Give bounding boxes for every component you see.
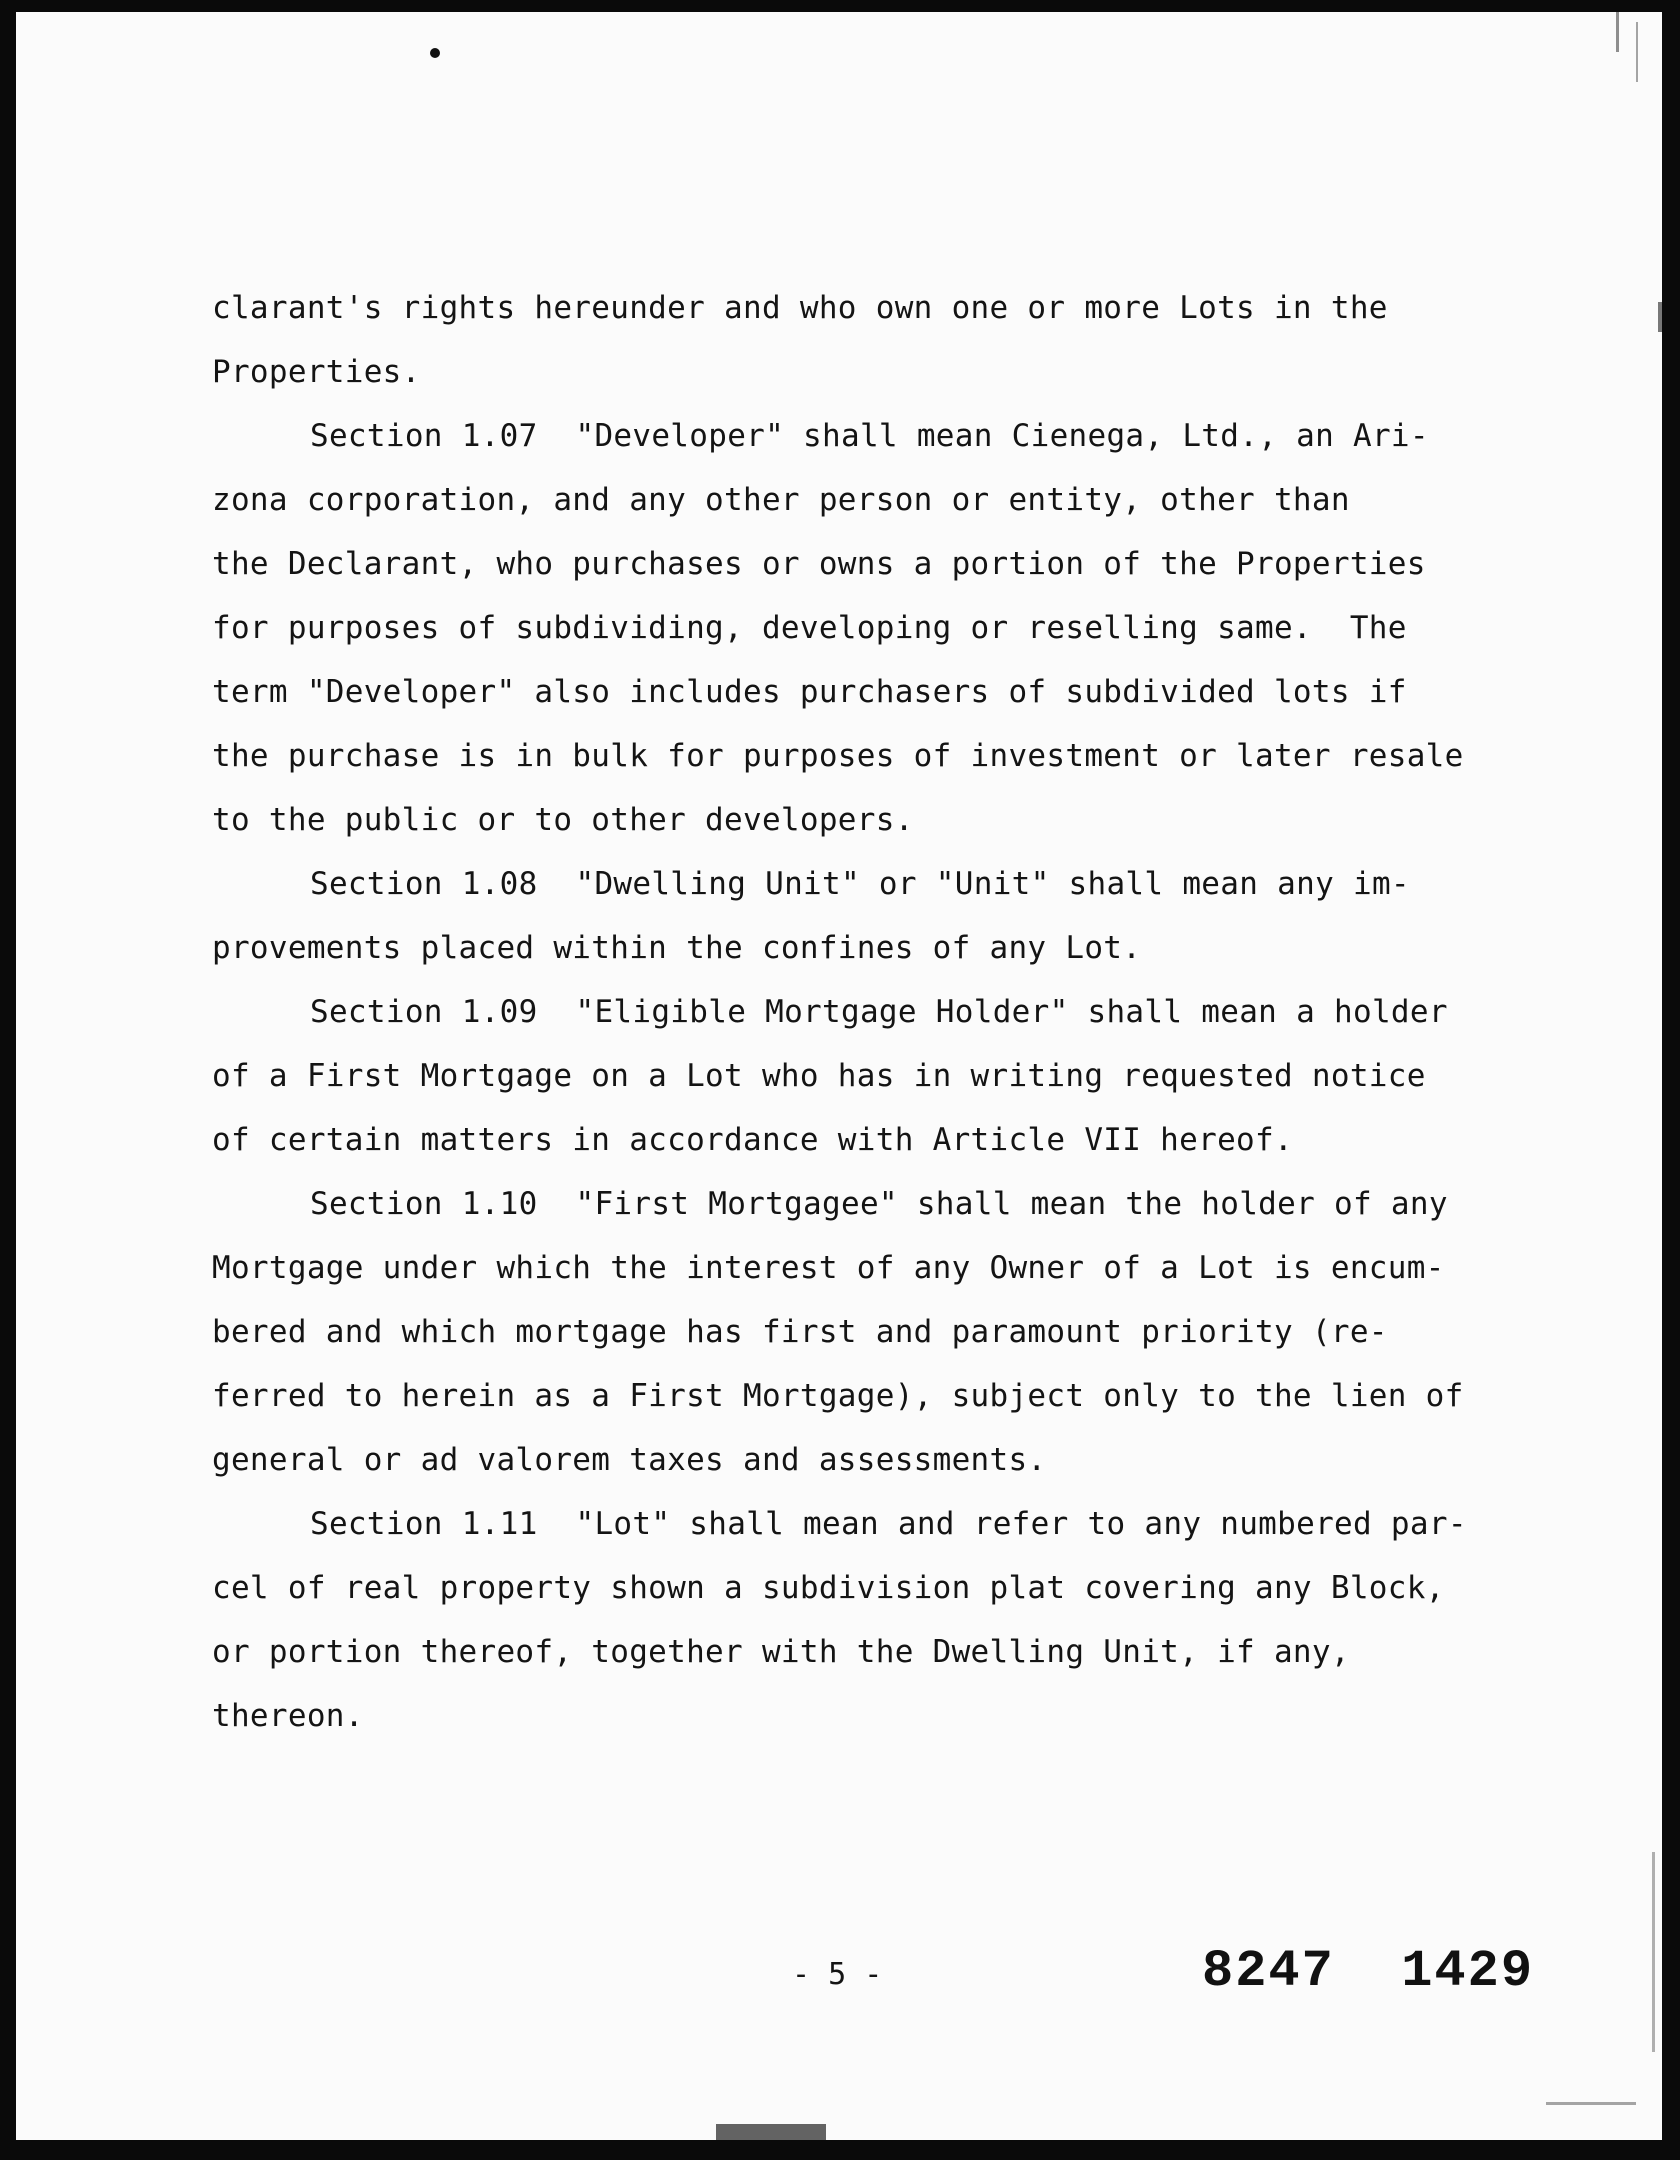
text-line: cel of real property shown a subdivision plat covering any Block, (212, 1570, 1445, 1606)
scan-edge-noise (1636, 22, 1638, 82)
text-line: the Declarant, who purchases or owns a portion of the Properties (212, 546, 1426, 582)
text-line: ferred to herein as a First Mortgage), subject only to the lien of (212, 1378, 1464, 1414)
scan-edge-noise (716, 2124, 826, 2140)
text-line: of certain matters in accordance with Article VII hereof. (212, 1122, 1293, 1158)
text-line: Section 1.09 "Eligible Mortgage Holder" shall mean a holder (310, 994, 1448, 1030)
document-body-text (212, 276, 1552, 1748)
text-line: of a First Mortgage on a Lot who has in writing requested notice (212, 1058, 1426, 1094)
text-line: Mortgage under which the interest of any Owner of a Lot is encum- (212, 1250, 1445, 1286)
text-line: term "Developer" also includes purchasers of subdivided lots if (212, 674, 1407, 710)
text-line: Section 1.10 "First Mortgagee" shall mean the holder of any (310, 1186, 1448, 1222)
text-line: the purchase is in bulk for purposes of investment or later resale (212, 738, 1464, 774)
document-reference-number: 8247 1429 (1202, 1942, 1535, 2001)
text-line: thereon. (212, 1698, 364, 1734)
text-line: Section 1.07 "Developer" shall mean Cienega, Ltd., an Ari- (310, 418, 1429, 454)
text-line: to the public or to other developers. (212, 802, 914, 838)
scan-edge-noise (1616, 12, 1619, 52)
text-line: or portion thereof, together with the Dwelling Unit, if any, (212, 1634, 1350, 1670)
ink-speck (430, 48, 440, 58)
text-line: for purposes of subdividing, developing or reselling same. The (212, 610, 1407, 646)
text-line: general or ad valorem taxes and assessments. (212, 1442, 1047, 1478)
text-line: clarant's rights hereunder and who own one or more Lots in the (212, 290, 1388, 326)
text-line: provements placed within the confines of any Lot. (212, 930, 1142, 966)
text-line: Section 1.11 "Lot" shall mean and refer to any numbered par- (310, 1506, 1467, 1542)
text-line: Properties. (212, 354, 421, 390)
scan-edge-noise (1658, 302, 1662, 332)
document-page (16, 12, 1662, 2140)
text-line: Section 1.08 "Dwelling Unit" or "Unit" shall mean any im- (310, 866, 1410, 902)
text-line: bered and which mortgage has first and paramount priority (re- (212, 1314, 1388, 1350)
text-line: zona corporation, and any other person or entity, other than (212, 482, 1350, 518)
scan-edge-noise (1652, 1852, 1655, 2052)
page-number: - 5 - (792, 1957, 883, 1992)
scan-edge-noise (1546, 2102, 1636, 2105)
